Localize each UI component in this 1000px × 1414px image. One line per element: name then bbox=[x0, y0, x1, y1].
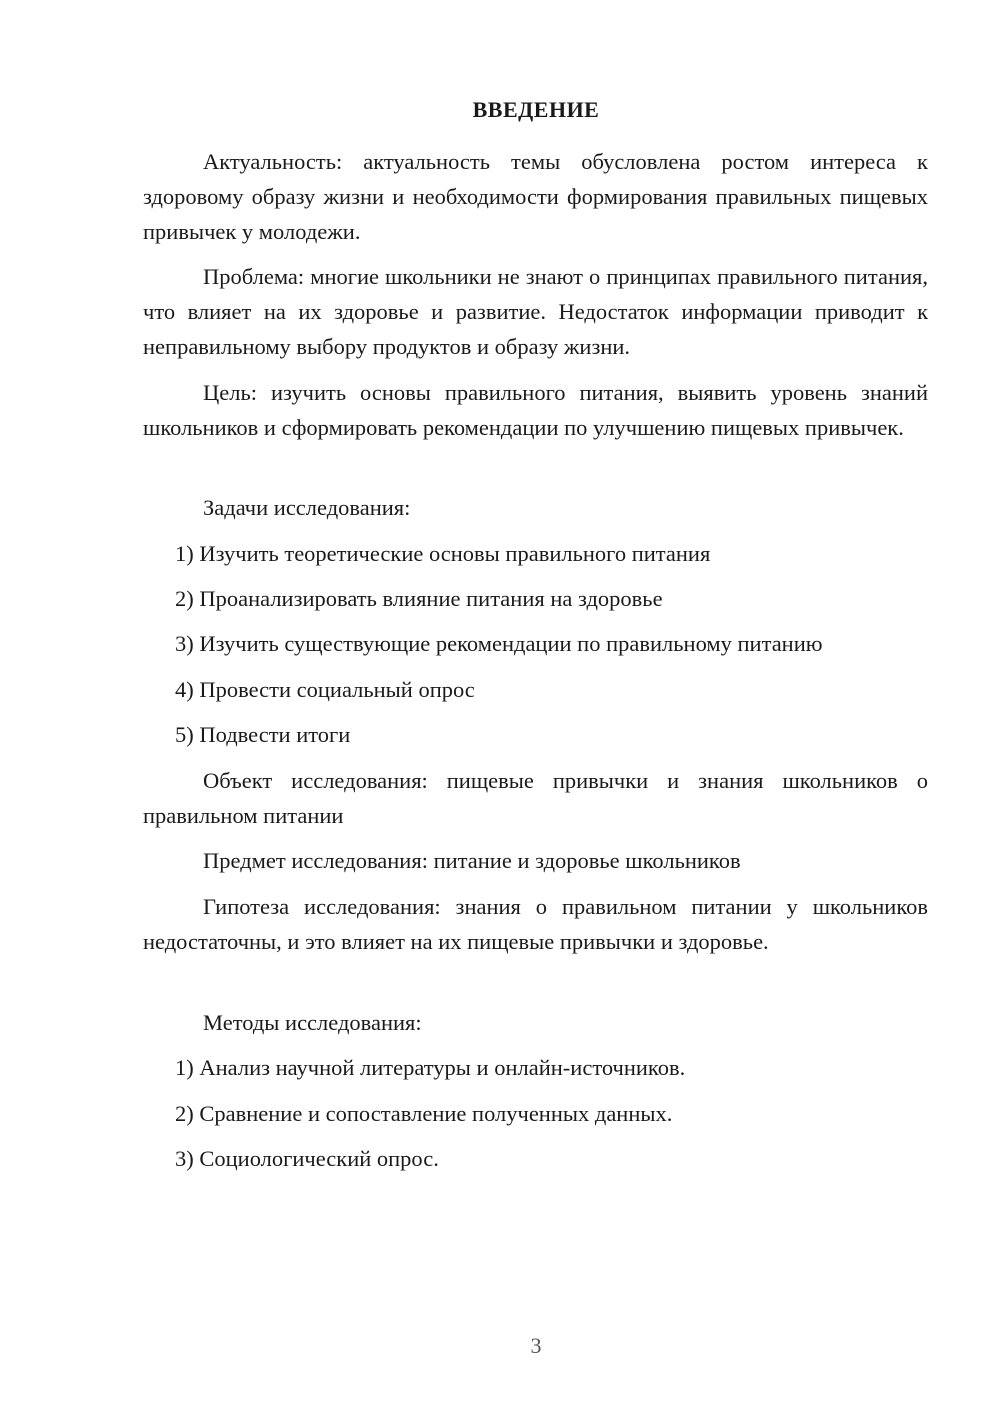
method-item: 1) Анализ научной литературы и онлайн-источников. bbox=[175, 1055, 686, 1080]
method-item: 3) Социологический опрос. bbox=[175, 1146, 439, 1171]
subject-paragraph: Предмет исследования: питание и здоровье школьников bbox=[203, 848, 741, 873]
methods-heading: Методы исследования: bbox=[203, 1010, 422, 1035]
object-paragraph: Объект исследования: пищевые привычки и знания школьников о правильном питании bbox=[143, 768, 928, 828]
goal-paragraph: Цель: изучить основы правильного питания, выявить уровень знаний школьников и сформировать рекомендации по улучшению пищевых привычек. bbox=[143, 380, 928, 440]
tasks-heading: Задачи исследования: bbox=[203, 495, 411, 520]
task-item: 2) Проанализировать влияние питания на здоровье bbox=[175, 586, 663, 611]
hypothesis-paragraph: Гипотеза исследования: знания о правильном питании у школьников недостаточны, и это влияет на их пищевые привычки и здоровье. bbox=[143, 894, 928, 954]
task-item: 1) Изучить теоретические основы правильного питания bbox=[175, 541, 711, 566]
method-item: 2) Сравнение и сопоставление полученных данных. bbox=[175, 1101, 673, 1126]
task-item: 3) Изучить существующие рекомендации по правильному питанию bbox=[175, 631, 823, 656]
task-item: 4) Провести социальный опрос bbox=[175, 677, 475, 702]
page-number: 3 bbox=[530, 1333, 542, 1358]
relevance-paragraph: Актуальность: актуальность темы обусловлена ростом интереса к здоровому образу жизни и необходимости формирования правильных пищевых привычек у молодежи. bbox=[143, 149, 928, 244]
problem-paragraph: Проблема: многие школьники не знают о принципах правильного питания, что влияет на их здоровье и развитие. Недостаток информации приводит к неправильному выбору продуктов и образу жизни. bbox=[143, 264, 928, 359]
page-title: ВВЕДЕНИЕ bbox=[472, 97, 600, 122]
task-item: 5) Подвести итоги bbox=[175, 722, 351, 747]
